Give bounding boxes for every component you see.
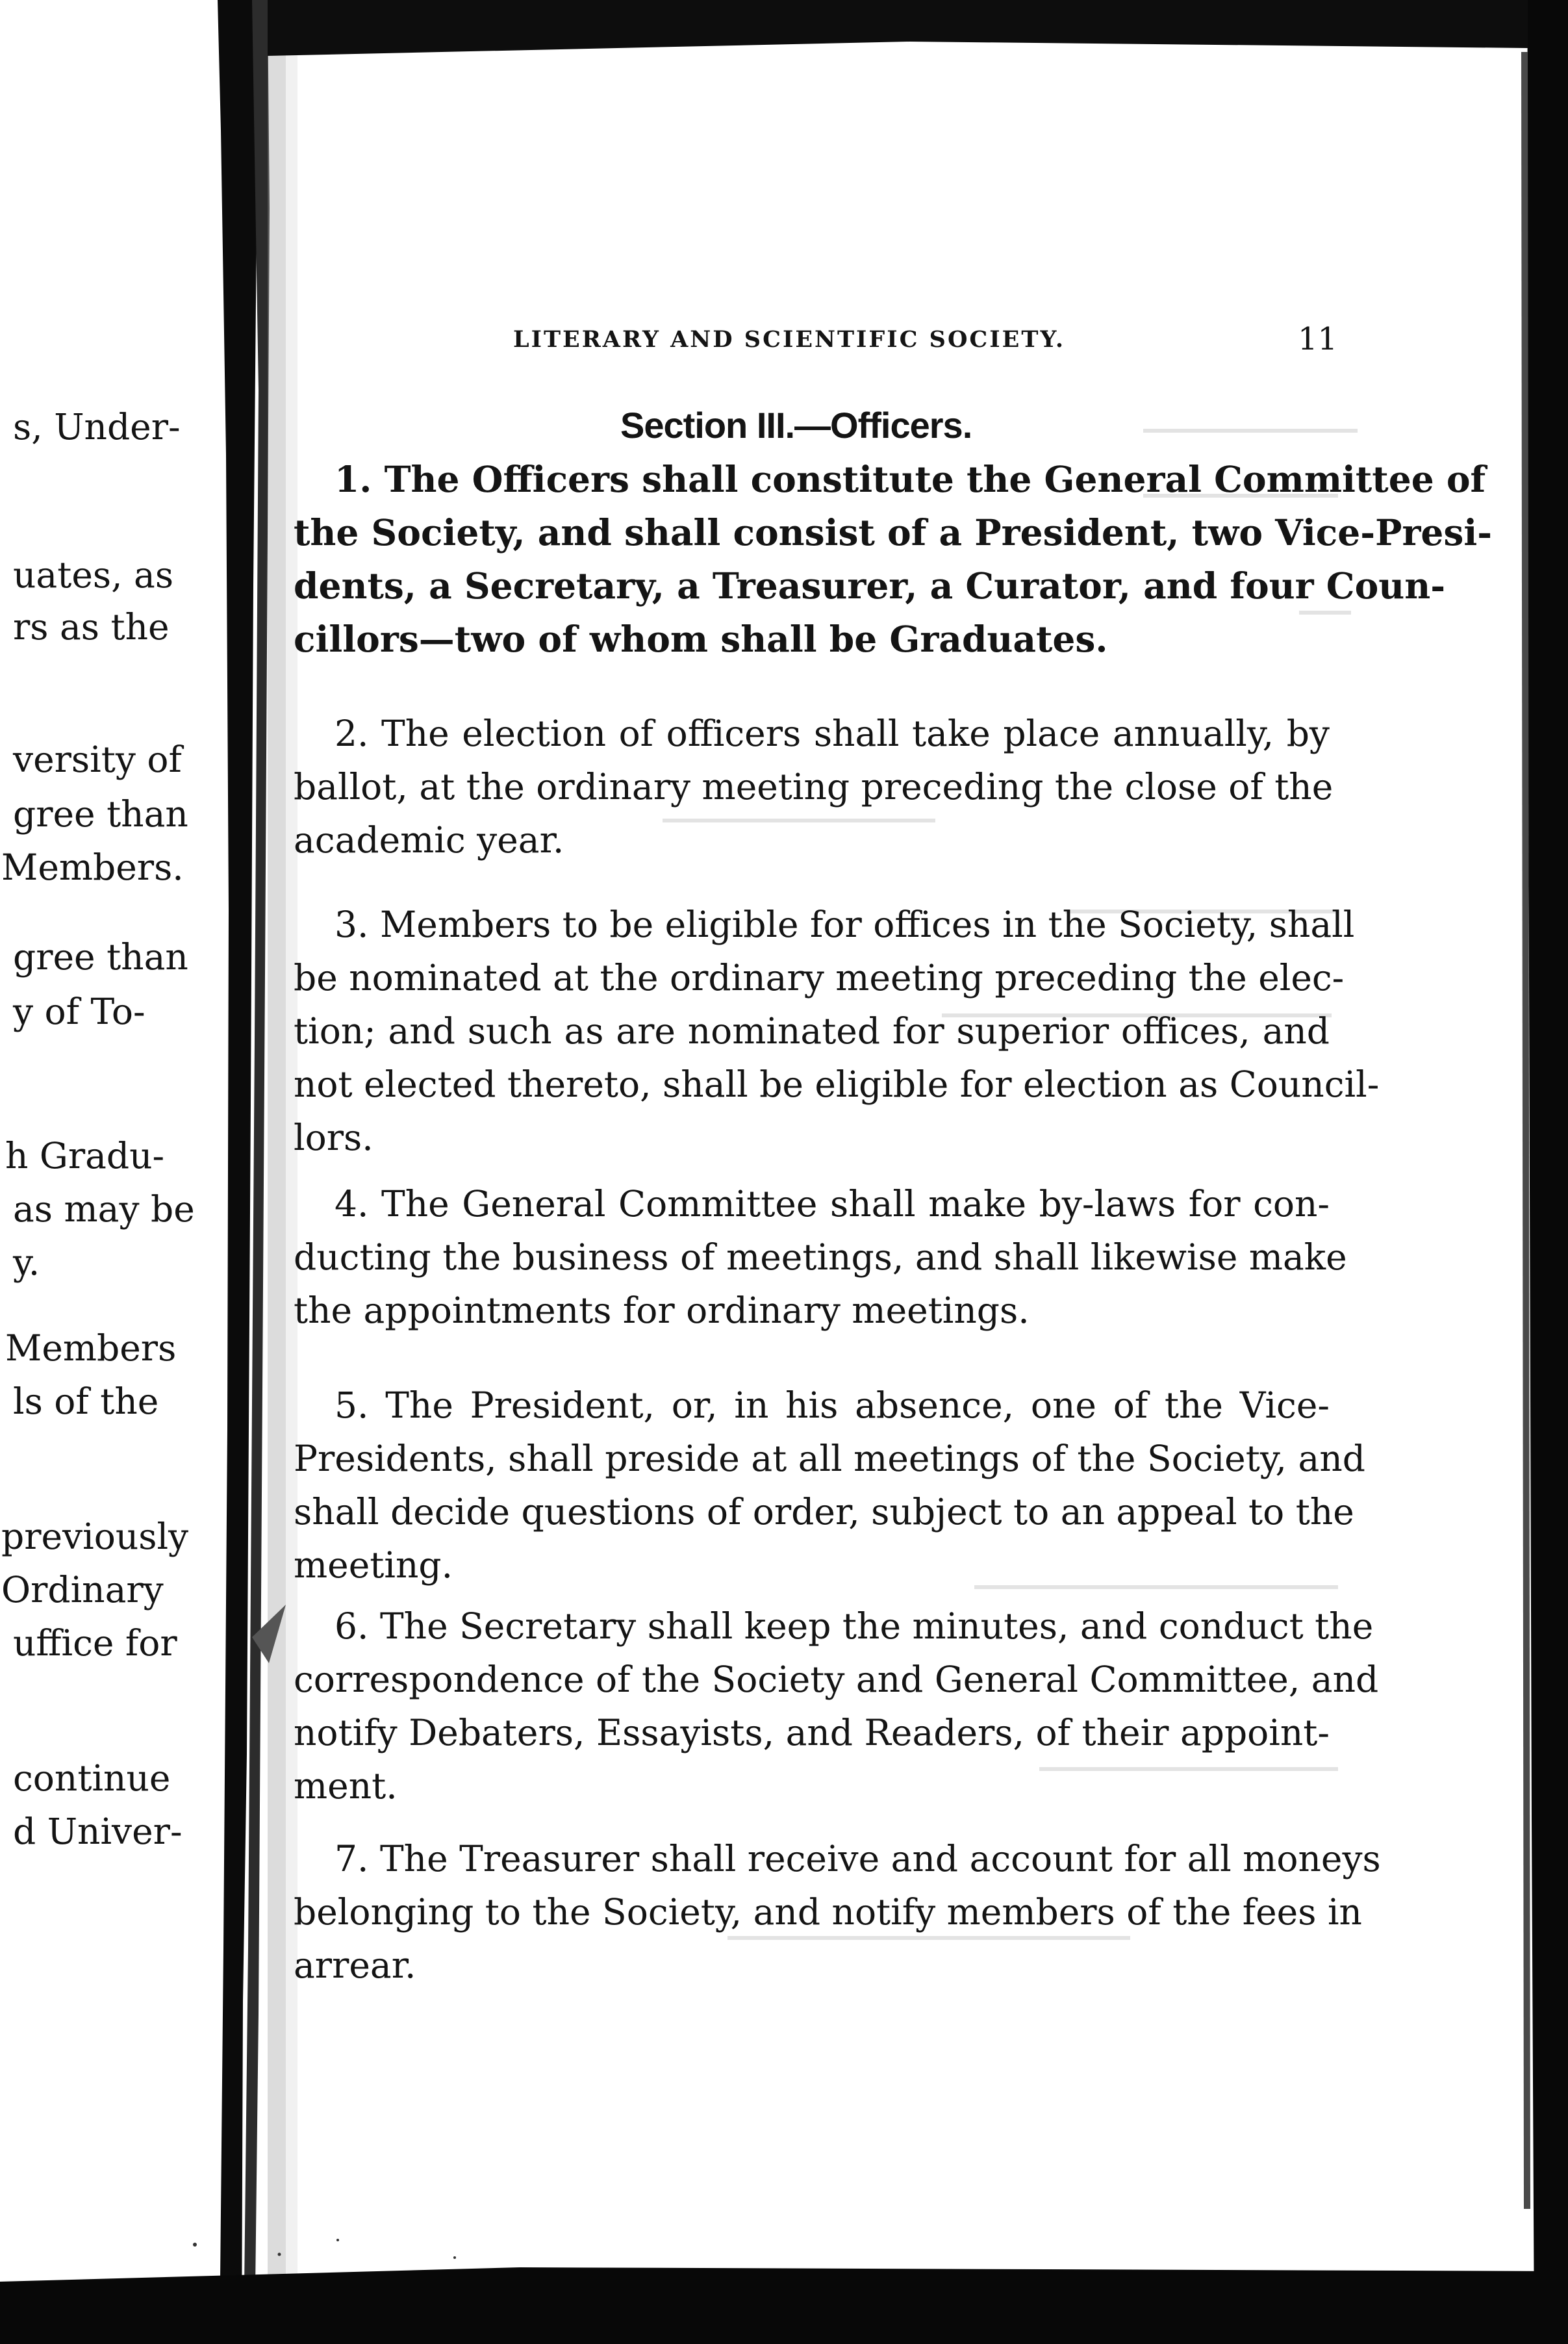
left-line: y. — [13, 1242, 40, 1283]
article-line: academic year. — [294, 819, 564, 861]
article-line: 6. The Secretary shall keep the minutes, and conduct the — [335, 1605, 1374, 1647]
article-line: correspondence of the Society and General Committee, and — [294, 1659, 1379, 1700]
left-page-fragment — [0, 0, 214, 2344]
left-line: rs as the — [13, 606, 170, 648]
article-line: cillors—two of whom shall be Graduates. — [294, 618, 1108, 660]
left-line: Members. — [1, 847, 184, 888]
left-line: uates, as — [13, 554, 174, 596]
left-line: previously — [1, 1516, 189, 1557]
left-line: Members — [5, 1327, 177, 1369]
article-line: arrear. — [294, 1944, 416, 1986]
article-line: 5. The President, or, in his absence, one of the Vice- — [335, 1384, 1330, 1426]
article-line: 3. Members to be eligible for offices in the Society, shall — [335, 904, 1355, 945]
article-line: ballot, at the ordinary meeting preceding the close of the — [294, 766, 1334, 808]
left-line: h Gradu- — [5, 1135, 165, 1177]
left-line: gree than — [13, 936, 188, 978]
running-head: LITERARY AND SCIENTIFIC SOCIETY. — [513, 326, 1066, 353]
article-line: be nominated at the ordinary meeting preceding the elec- — [294, 957, 1345, 999]
article-line: meeting. — [294, 1544, 453, 1586]
left-line: Ordinary — [1, 1569, 164, 1611]
article-line: not elected thereto, shall be eligible for election as Council- — [294, 1064, 1380, 1105]
section-heading: Section III.—Officers. — [620, 405, 972, 446]
page-number: 11 — [1298, 321, 1338, 357]
article-line: the appointments for ordinary meetings. — [294, 1290, 1030, 1331]
article-line: 1. The Officers shall constitute the General Committee of — [335, 458, 1486, 500]
article-line: lors. — [294, 1117, 373, 1158]
left-line: gree than — [13, 793, 188, 835]
left-line: y of To- — [13, 991, 145, 1032]
left-line: uffice for — [13, 1622, 177, 1664]
article-line: 7. The Treasurer shall receive and account for all moneys — [335, 1838, 1381, 1879]
left-line: versity of — [13, 739, 182, 780]
article-line: 2. The election of officers shall take place annually, by — [335, 713, 1330, 754]
article-line: ment. — [294, 1765, 398, 1807]
article-line: 4. The General Committee shall make by-laws for con- — [335, 1183, 1330, 1225]
left-line: ls of the — [13, 1381, 159, 1422]
article-line: shall decide questions of order, subject to an appeal to the — [294, 1491, 1354, 1533]
left-line: as may be — [13, 1188, 195, 1230]
left-line: continue — [13, 1757, 171, 1799]
article-line: ducting the business of meetings, and shall likewise make — [294, 1236, 1347, 1278]
article-line: the Society, and shall consist of a President, two Vice-Presi- — [294, 511, 1493, 554]
article-line: tion; and such as are nominated for superior offices, and — [294, 1010, 1330, 1052]
article-line: Presidents, shall preside at all meetings of the Society, and — [294, 1438, 1365, 1479]
left-line: d Univer- — [13, 1811, 183, 1852]
article-line: notify Debaters, Essayists, and Readers, of their appoint- — [294, 1712, 1330, 1753]
left-line: s, Under- — [13, 406, 181, 448]
article-line: dents, a Secretary, a Treasurer, a Curator, and four Coun- — [294, 565, 1446, 607]
article-line: belonging to the Society, and notify members of the fees in — [294, 1891, 1362, 1933]
